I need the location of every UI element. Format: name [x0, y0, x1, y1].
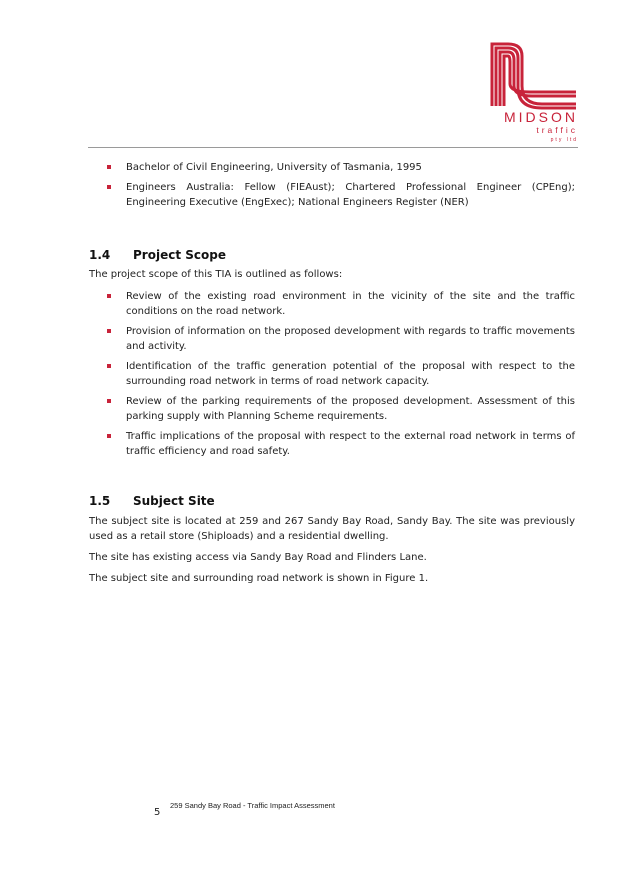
- logo-pty-ltd: pty ltd: [550, 137, 578, 143]
- subject-site-paragraph-2: The site has existing access via Sandy Bay Road and Flinders Lane.: [89, 552, 427, 563]
- project-scope-intro: The project scope of this TIA is outlined as follows:: [89, 269, 343, 280]
- bullet-square-icon: [107, 165, 111, 169]
- bullet-square-icon: [107, 434, 111, 438]
- list-item: Provision of information on the proposed development with regards to traffic movements and activity.: [89, 324, 575, 354]
- list-item: Bachelor of Civil Engineering, University of Tasmania, 1995: [89, 160, 575, 175]
- footer-title: 259 Sandy Bay Road - Traffic Impact Assessment: [170, 801, 335, 810]
- bullet-square-icon: [107, 364, 111, 368]
- list-item: Engineers Australia: Fellow (FIEAust); Chartered Professional Engineer (CPEng); Engineering Executive (EngExec); National Engineers Register (NER): [89, 180, 575, 210]
- section-heading-subject-site: 1.5 Subject Site: [89, 494, 215, 508]
- subject-site-paragraph-1: The subject site is located at 259 and 267 Sandy Bay Road, Sandy Bay. The site was previously used as a retail store (Shiploads) and a residential dwelling.: [89, 516, 575, 542]
- bullet-square-icon: [107, 329, 111, 333]
- bullet-square-icon: [107, 294, 111, 298]
- bullet-square-icon: [107, 399, 111, 403]
- header-divider: [88, 147, 578, 148]
- list-item: Review of the parking requirements of the proposed development. Assessment of this parking supply with Planning Scheme requirements.: [89, 394, 575, 424]
- section-heading-project-scope: 1.4 Project Scope: [89, 248, 226, 262]
- logo-subtitle: traffic: [536, 125, 578, 135]
- qualifications-list: [89, 160, 575, 210]
- midson-traffic-logo: [482, 38, 578, 148]
- list-item: Review of the existing road environment in the vicinity of the site and the traffic conditions on the road network.: [89, 289, 575, 319]
- list-item: Identification of the traffic generation potential of the proposal with respect to the surrounding road network in terms of road network capacity.: [89, 359, 575, 389]
- subject-site-paragraph-3: The subject site and surrounding road network is shown in Figure 1.: [89, 573, 429, 584]
- bullet-square-icon: [107, 185, 111, 189]
- logo-wordmark: MIDSON: [504, 109, 578, 125]
- project-scope-list: [89, 289, 575, 459]
- midson-m-logo-icon: [482, 38, 578, 110]
- page-number: 5: [154, 807, 161, 818]
- list-item: Traffic implications of the proposal with respect to the external road network in terms of traffic efficiency and road safety.: [89, 429, 575, 459]
